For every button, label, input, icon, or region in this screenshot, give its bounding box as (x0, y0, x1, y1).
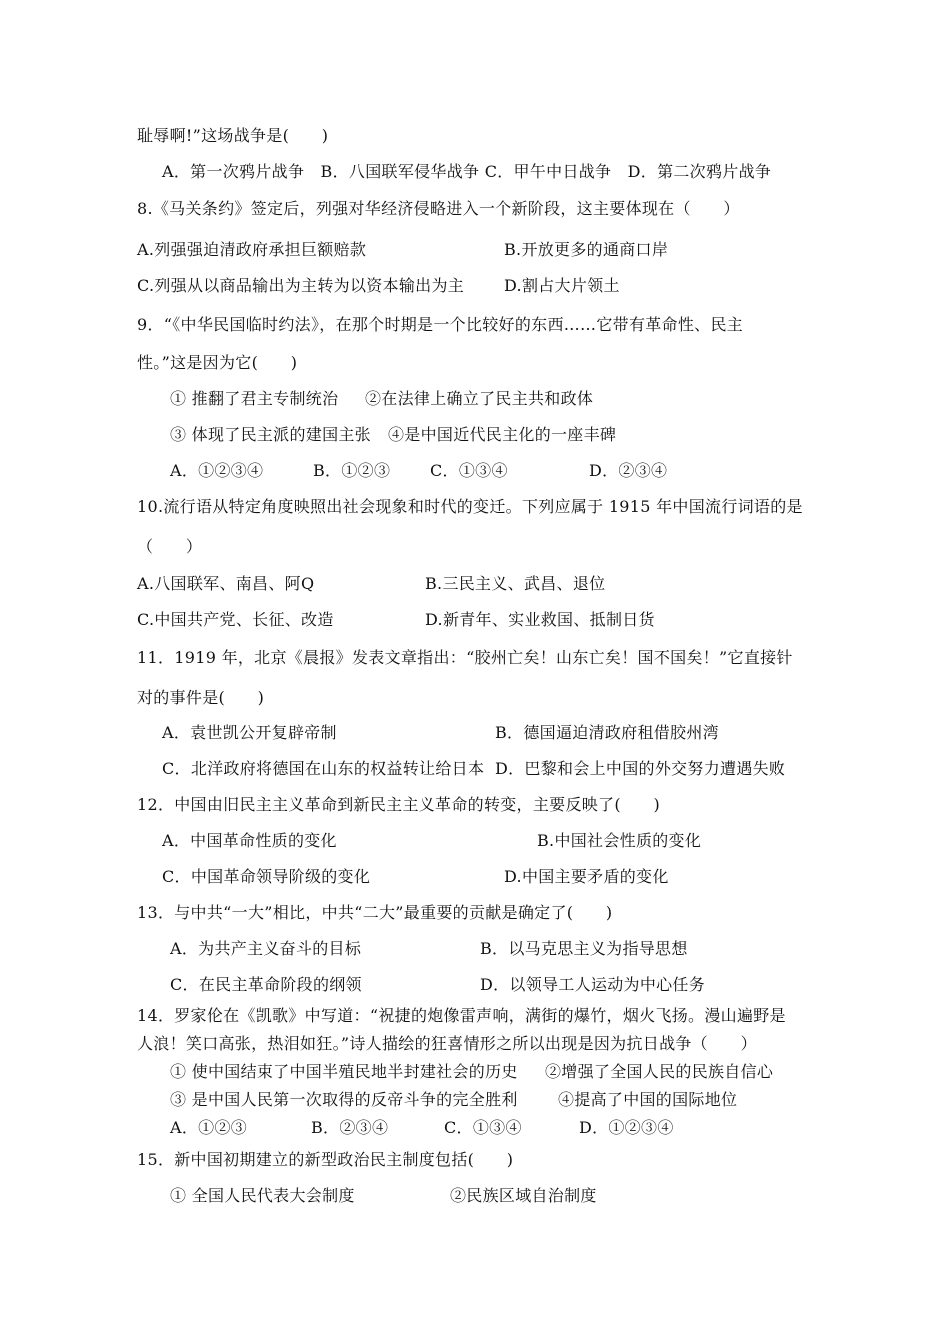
q9-item-4: ④是中国近代民主化的一座丰碑 (388, 425, 617, 444)
q9-stem-line1: 9．“《中华民国临时约法》，在那个时期是一个比较好的东西……它带有革命性、民主 (137, 315, 744, 334)
q10-option-c: C.中国共产党、长征、改造 (137, 610, 334, 629)
q11-stem-line1: 11．1919 年，北京《晨报》发表文章指出：“胶州亡矣！山东亡矣！国不国矣！”它直接针 (137, 648, 793, 667)
q11-option-b: B．德国逼迫清政府租借胶州湾 (495, 723, 719, 742)
q11-option-a: A．袁世凯公开复辟帝制 (162, 723, 337, 742)
q7-stem-tail: 耻辱啊!”这场战争是( ) (137, 126, 329, 145)
q9-option-a: A．①②③④ (170, 461, 264, 480)
q14-item-4: ④提高了中国的国际地位 (558, 1090, 738, 1109)
q13-option-c: C．在民主革命阶段的纲领 (170, 975, 362, 994)
q11-option-d: D．巴黎和会上中国的外交努力遭遇失败 (495, 759, 786, 778)
q8-stem: 8.《马关条约》签定后，列强对华经济侵略进入一个新阶段，这主要体现在（ ） (137, 199, 740, 218)
q9-item-3: ③ 体现了民主派的建国主张 (170, 425, 371, 444)
q9-item-2: ②在法律上确立了民主共和政体 (365, 389, 594, 408)
q11-stem-line2: 对的事件是( ) (137, 688, 265, 707)
q9-option-d: D．②③④ (589, 461, 668, 480)
q13-option-a: A．为共产主义奋斗的目标 (170, 939, 362, 958)
q14-option-b: B．②③④ (311, 1118, 389, 1137)
q9-option-c: C．①③④ (430, 461, 508, 480)
q9-item-1: ① 推翻了君主专制统治 (170, 389, 339, 408)
q7-options: A．第一次鸦片战争 B．八国联军侵华战争 C．甲午中日战争 D．第二次鸦片战争 (162, 162, 772, 181)
q11-option-c: C．北洋政府将德国在山东的权益转让给日本 (162, 759, 485, 778)
q14-option-c: C．①③④ (444, 1118, 522, 1137)
q9-stem-line2: 性。”这是因为它( ) (137, 353, 298, 372)
q13-option-b: B．以马克思主义为指导思想 (480, 939, 688, 958)
q14-item-1: ① 使中国结束了中国半殖民地半封建社会的历史 (170, 1062, 518, 1081)
q10-option-d: D.新青年、实业救国、抵制日货 (425, 610, 655, 629)
q15-item-2: ②民族区域自治制度 (450, 1186, 597, 1205)
q12-option-b: B.中国社会性质的变化 (537, 831, 702, 850)
q12-stem: 12．中国由旧民主主义革命到新民主主义革命的转变，主要反映了( ) (137, 795, 661, 814)
q8-option-b: B.开放更多的通商口岸 (504, 240, 669, 259)
q14-stem-line1: 14．罗家伦在《凯歌》中写道：“祝捷的炮像雷声响，满街的爆竹，烟火飞扬。漫山遍野是 (137, 1006, 786, 1025)
q14-item-3: ③ 是中国人民第一次取得的反帝斗争的完全胜利 (170, 1090, 518, 1109)
q9-option-b: B．①②③ (313, 461, 391, 480)
q14-stem-line2: 人浪！笑口高张，热泪如狂。”诗人描绘的狂喜情形之所以出现是因为抗日战争（ ） (137, 1034, 757, 1053)
q14-option-d: D．①②③④ (579, 1118, 674, 1137)
q13-stem: 13．与中共“一大”相比，中共“二大”最重要的贡献是确定了( ) (137, 903, 613, 922)
q15-stem: 15．新中国初期建立的新型政治民主制度包括( ) (137, 1150, 514, 1169)
q12-option-d: D.中国主要矛盾的变化 (504, 867, 669, 886)
q8-option-c: C.列强从以商品输出为主转为以资本输出为主 (137, 276, 465, 295)
q14-option-a: A．①②③ (170, 1118, 248, 1137)
q10-stem-line1: 10.流行语从特定角度映照出社会现象和时代的变迁。下列应属于 1915 年中国流行词语的是 (137, 497, 803, 516)
q10-option-b: B.三民主义、武昌、退位 (425, 574, 606, 593)
q15-item-1: ① 全国人民代表大会制度 (170, 1186, 355, 1205)
q14-item-2: ②增强了全国人民的民族自信心 (545, 1062, 774, 1081)
q10-option-a: A.八国联军、南昌、阿Q (137, 574, 315, 593)
q13-option-d: D．以领导工人运动为中心任务 (480, 975, 706, 994)
q12-option-a: A．中国革命性质的变化 (162, 831, 337, 850)
q8-option-d: D.割占大片领土 (504, 276, 620, 295)
q10-stem-line2: （ ） (137, 537, 203, 556)
q12-option-c: C．中国革命领导阶级的变化 (162, 867, 371, 886)
q8-option-a: A.列强强迫清政府承担巨额赔款 (137, 240, 367, 259)
